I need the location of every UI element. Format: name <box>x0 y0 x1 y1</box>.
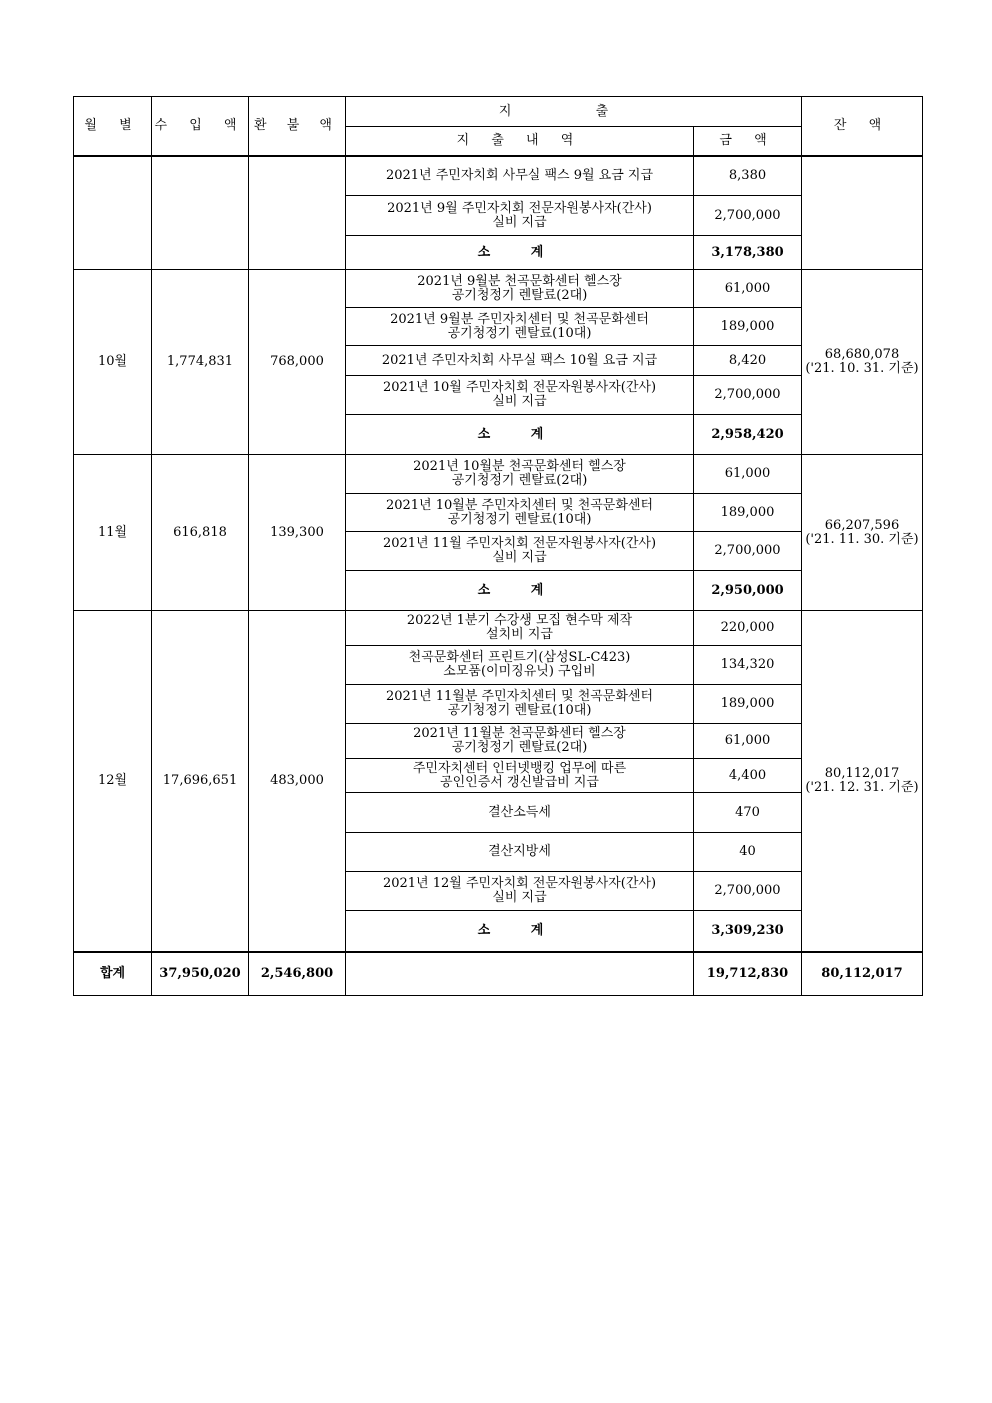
subtotal-label: 소 계 <box>346 911 694 952</box>
month-income: 1,774,831 <box>152 270 249 455</box>
subtotal-amount: 3,178,380 <box>694 236 802 270</box>
expense-amount: 189,000 <box>694 494 802 532</box>
expense-amount: 61,000 <box>694 724 802 759</box>
total-desc-empty <box>346 952 694 996</box>
expense-desc: 2021년 11월분 천곡문화센터 헬스장 공기청정기 렌탈료(2대) <box>346 724 694 759</box>
header-balance: 잔 액 <box>802 97 923 156</box>
expense-amount: 134,320 <box>694 646 802 685</box>
expense-amount: 8,380 <box>694 156 802 196</box>
subtotal-label: 소 계 <box>346 415 694 455</box>
balance-note: ('21. 11. 30. 기준) <box>805 531 919 547</box>
expense-desc: 2021년 주민자치회 사무실 팩스 9월 요금 지급 <box>346 156 694 196</box>
month-balance <box>802 270 923 455</box>
balance-value: 80,112,017 <box>824 765 900 781</box>
expense-amount: 189,000 <box>694 308 802 346</box>
month-refund: 768,000 <box>249 270 346 455</box>
balance-note: ('21. 10. 31. 기준) <box>805 361 919 376</box>
subtotal-amount: 2,958,420 <box>694 415 802 455</box>
header-expense-detail: 지 출 내 역 <box>346 127 694 156</box>
month-label: 12월 <box>74 611 152 952</box>
expense-amount: 40 <box>694 833 802 872</box>
expense-amount: 8,420 <box>694 346 802 376</box>
month-income: 616,818 <box>152 455 249 611</box>
expense-amount: 2,700,000 <box>694 196 802 236</box>
expense-amount: 2,700,000 <box>694 532 802 571</box>
expense-amount: 4,400 <box>694 759 802 793</box>
expense-ledger-table <box>73 96 923 996</box>
header-amount: 금 액 <box>694 127 802 156</box>
header-refund: 환 불 액 <box>249 97 346 156</box>
month-refund: 483,000 <box>249 611 346 952</box>
expense-desc: 2021년 11월분 주민자치센터 및 천곡문화센터 공기청정기 렌탈료(10대) <box>346 685 694 724</box>
expense-desc: 2021년 10월 주민자치회 전문자원봉사자(간사) 실비 지급 <box>346 376 694 415</box>
total-balance: 80,112,017 <box>802 952 923 996</box>
expense-desc: 결산지방세 <box>346 833 694 872</box>
expense-desc: 2021년 주민자치회 사무실 팩스 10월 요금 지급 <box>346 346 694 376</box>
expense-amount: 189,000 <box>694 685 802 724</box>
subtotal-label: 소 계 <box>346 236 694 270</box>
header-month: 월 별 <box>74 97 152 156</box>
expense-amount: 61,000 <box>694 270 802 308</box>
total-amount: 19,712,830 <box>694 952 802 996</box>
expense-desc: 2021년 9월 주민자치회 전문자원봉사자(간사) 실비 지급 <box>346 196 694 236</box>
expense-desc: 결산소득세 <box>346 793 694 833</box>
expense-amount: 2,700,000 <box>694 872 802 911</box>
expense-amount: 220,000 <box>694 611 802 646</box>
month-income: 17,696,651 <box>152 611 249 952</box>
balance-note: ('21. 12. 31. 기준) <box>805 779 919 795</box>
expense-desc: 2021년 9월분 천곡문화센터 헬스장 공기청정기 렌탈료(2대) <box>346 270 694 308</box>
expense-amount: 2,700,000 <box>694 376 802 415</box>
sep-balance-cell <box>802 156 923 270</box>
expense-desc: 2022년 1분기 수강생 모집 현수막 제작 설치비 지급 <box>346 611 694 646</box>
header-expense: 지 출 <box>346 97 802 127</box>
expense-desc: 2021년 12월 주민자치회 전문자원봉사자(간사) 실비 지급 <box>346 872 694 911</box>
total-refund: 2,546,800 <box>249 952 346 996</box>
total-income: 37,950,020 <box>152 952 249 996</box>
total-label: 합계 <box>74 952 152 996</box>
sep-month-cell <box>74 156 152 270</box>
month-balance <box>802 455 923 611</box>
expense-desc: 2021년 11월 주민자치회 전문자원봉사자(간사) 실비 지급 <box>346 532 694 571</box>
expense-desc: 2021년 10월분 천곡문화센터 헬스장 공기청정기 렌탈료(2대) <box>346 455 694 494</box>
sep-refund-cell <box>249 156 346 270</box>
month-balance <box>802 611 923 952</box>
expense-amount: 61,000 <box>694 455 802 494</box>
expense-amount: 470 <box>694 793 802 833</box>
expense-desc: 천곡문화센터 프린트기(삼성SL-C423) 소모품(이미징유닛) 구입비 <box>346 646 694 685</box>
month-refund: 139,300 <box>249 455 346 611</box>
expense-desc: 주민자치센터 인터넷뱅킹 업무에 따른 공인인증서 갱신발급비 지급 <box>346 759 694 793</box>
month-label: 10월 <box>74 270 152 455</box>
month-label: 11월 <box>74 455 152 611</box>
subtotal-amount: 3,309,230 <box>694 911 802 952</box>
subtotal-amount: 2,950,000 <box>694 571 802 611</box>
header-income: 수 입 액 <box>152 97 249 156</box>
sep-income-cell <box>152 156 249 270</box>
balance-value: 68,680,078 <box>824 347 900 362</box>
balance-value: 66,207,596 <box>824 517 900 533</box>
subtotal-label: 소 계 <box>346 571 694 611</box>
expense-desc: 2021년 9월분 주민자치센터 및 천곡문화센터 공기청정기 렌탈료(10대) <box>346 308 694 346</box>
expense-desc: 2021년 10월분 주민자치센터 및 천곡문화센터 공기청정기 렌탈료(10대) <box>346 494 694 532</box>
